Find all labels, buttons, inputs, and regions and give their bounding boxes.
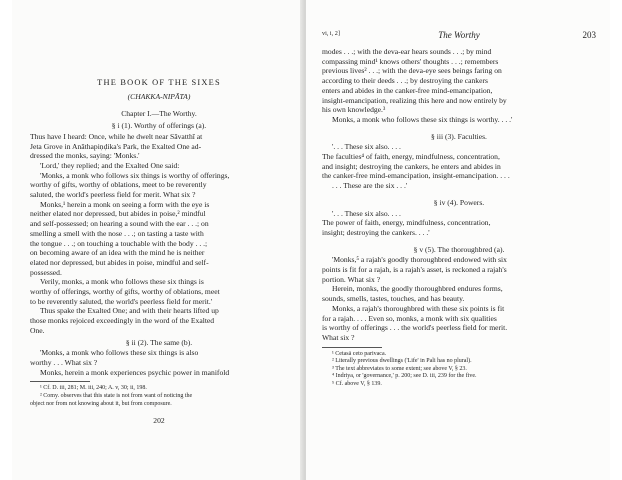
book-subtitle: (CHAKKA-NIPĀTA) — [127, 91, 191, 101]
text-line: insight; destroying the cankers. . . .' — [322, 227, 430, 237]
text-line: compassing mind¹ knows others' thoughts . . .; remembers — [322, 56, 499, 66]
footnote: ⁵ Cf. above V, § 139. — [332, 381, 382, 388]
text-line: The power of faith, energy, mindfulness, concentration, — [322, 218, 491, 228]
text-line: those monks rejoiced exceedingly in the word of the Exalted — [30, 316, 215, 326]
chapter-heading: Chapter I.—The Worthy. — [121, 109, 197, 119]
text-line: worthy . . . What six ? — [30, 357, 98, 367]
footnote-rule — [322, 347, 382, 348]
text-line: portion. What six ? — [322, 274, 381, 284]
text-line: saluted, the world's peerless field for merit. What six ? — [30, 190, 196, 200]
section-heading-4: § iv (4). Powers. — [433, 197, 485, 207]
right-page — [306, 0, 610, 480]
footnote: ² Literally previous dwellings ('Life' in Pali has no plural). — [332, 358, 472, 365]
running-head-title: The Worthy — [438, 30, 480, 40]
text-line: Jeta Grove in Anāthapiṇḍika's Park, the Exalted One ad- — [30, 141, 202, 151]
text-line: 'Lord,' they replied; and the Exalted One said: — [40, 160, 180, 170]
text-line: to be reverently saluted, the world's peerless field for merit.' — [30, 296, 213, 306]
running-head-reference: vi, i, 2] — [322, 30, 340, 37]
text-line: Monks, herein a monk experiences psychic power in manifold — [40, 367, 230, 377]
text-line: What six ? — [322, 332, 355, 342]
text-line: elated nor depressed, but abides in poise, mindful and self- — [30, 257, 209, 267]
page-number: 202 — [153, 416, 165, 426]
text-line: . . . These are the six . . .' — [332, 181, 408, 191]
left-block-2 — [30, 348, 288, 377]
text-line: his own knowledge.³ — [322, 105, 386, 115]
text-line: worthy of offerings, worthy of gifts, worthy of oblations, meet — [30, 287, 220, 297]
right-block-2 — [322, 142, 596, 191]
section-heading-3: § iii (3). Faculties. — [431, 131, 487, 141]
text-line: 'Monks, a monk who follows these six things is also — [40, 348, 199, 358]
text-line: One. — [30, 325, 45, 335]
section-heading-1: § i (1). Worthy of offerings (a). — [111, 121, 207, 131]
footnote: object nor from not knowing about it, but from composure. — [30, 400, 172, 407]
text-line: Monks,¹ herein a monk on seeing a form with the eye is — [40, 199, 210, 209]
text-line: and insight; destroying the cankers, he enters and abides in — [322, 161, 501, 171]
text-line: the tongue . . .; on touching a touchable with the body . . .; — [30, 238, 208, 248]
right-footnotes — [322, 351, 596, 389]
text-line: Thus spake the Exalted One; and with their hearts lifted up — [40, 306, 219, 316]
text-line: for a rajah. . . . Even so, monks, a monk with six qualities — [322, 313, 497, 323]
text-line: Herein, monks, the goodly thoroughbred endures forms, — [332, 284, 503, 294]
text-line: enters and abides in the canker-free mind-emancipation, — [322, 85, 493, 95]
section-heading-5: § v (5). The thoroughbred (a). — [413, 244, 505, 254]
left-page — [12, 0, 302, 480]
text-line: neither elated nor depressed, but abides in poise,² mindful — [30, 209, 206, 219]
text-line: insight-emancipation, realizing this here and now entirely by — [322, 95, 507, 105]
footnote: ¹ Cf. D. iii, 281; M. iii, 240; A. v, 30; ii, 198. — [40, 385, 147, 392]
text-line: modes . . .; with the deva-ear hears sounds . . .; by mind — [322, 47, 492, 56]
footnote-rule — [30, 381, 90, 382]
text-line: Monks, a monk who follows these six things is worthy. . . .' — [332, 114, 513, 124]
left-footnotes — [30, 385, 288, 408]
footnote: ² Comy. observes that this state is not from want of noticing the — [40, 392, 193, 399]
right-block-1 — [322, 47, 596, 125]
book-title: THE BOOK OF THE SIXES — [97, 78, 221, 87]
text-line: on becoming aware of an idea with the mind he is neither — [30, 248, 205, 258]
section-heading-2: § ii (2). The same (b). — [125, 337, 193, 347]
text-line: '. . . These six also. . . . — [332, 142, 401, 152]
text-line: 'Monks, a monk who follows six things is worthy of offerings, — [40, 170, 230, 180]
running-head — [322, 30, 596, 44]
text-line: The faculties⁴ of faith, energy, mindfulness, concentration, — [322, 152, 500, 162]
page-number: 203 — [582, 30, 596, 40]
text-line: the canker-free mind-emancipation, insight-emancipation. . . . — [322, 171, 510, 181]
footnote: ⁴ Indriya, or 'governance,' p. 200; see D. iii, 239 for the five. — [332, 373, 477, 380]
text-line: possessed. — [30, 267, 62, 277]
text-line: worthy of gifts, worthy of oblations, meet to be reverently — [30, 180, 207, 190]
text-line: sounds, smells, tastes, touches, and has beauty. — [322, 294, 465, 304]
left-block-1 — [30, 132, 288, 336]
text-line: smelling a smell with the nose . . .; on tasting a taste with — [30, 228, 204, 238]
text-line: is worthy of offerings . . . the world's peerless field for merit. — [322, 323, 508, 333]
text-line: points is fit for a rajah, is a rajah's asset, is reckoned a rajah's — [322, 265, 507, 275]
right-block-4 — [322, 255, 596, 342]
text-line: '. . . These six also. . . . — [332, 208, 401, 218]
text-line: Thus have I heard: Once, while he dwelt near Sāvatthī at — [30, 131, 203, 141]
text-line: 'Monks,⁵ a rajah's goodly thoroughbred endowed with six — [332, 255, 507, 265]
footnote: ¹ Cetasā ceto parivaca. — [332, 350, 387, 357]
footnote: ³ The text abbreviates to some extent; see above V, § 23. — [332, 365, 467, 372]
right-block-3 — [322, 209, 596, 238]
text-line: previous lives² . . .; with the deva-eye sees beings faring on — [322, 66, 502, 76]
text-line: dressed the monks, saying: 'Monks.' — [30, 151, 140, 161]
text-line: according to their deeds . . .; by destroying the cankers — [322, 76, 488, 86]
text-line: Verily, monks, a monk who follows these six things is — [40, 277, 204, 287]
text-line: and self-possessed; on hearing a sound with the ear . . .; on — [30, 219, 209, 229]
text-line: Monks, a rajah's thoroughbred with these six points is fit — [332, 303, 505, 313]
